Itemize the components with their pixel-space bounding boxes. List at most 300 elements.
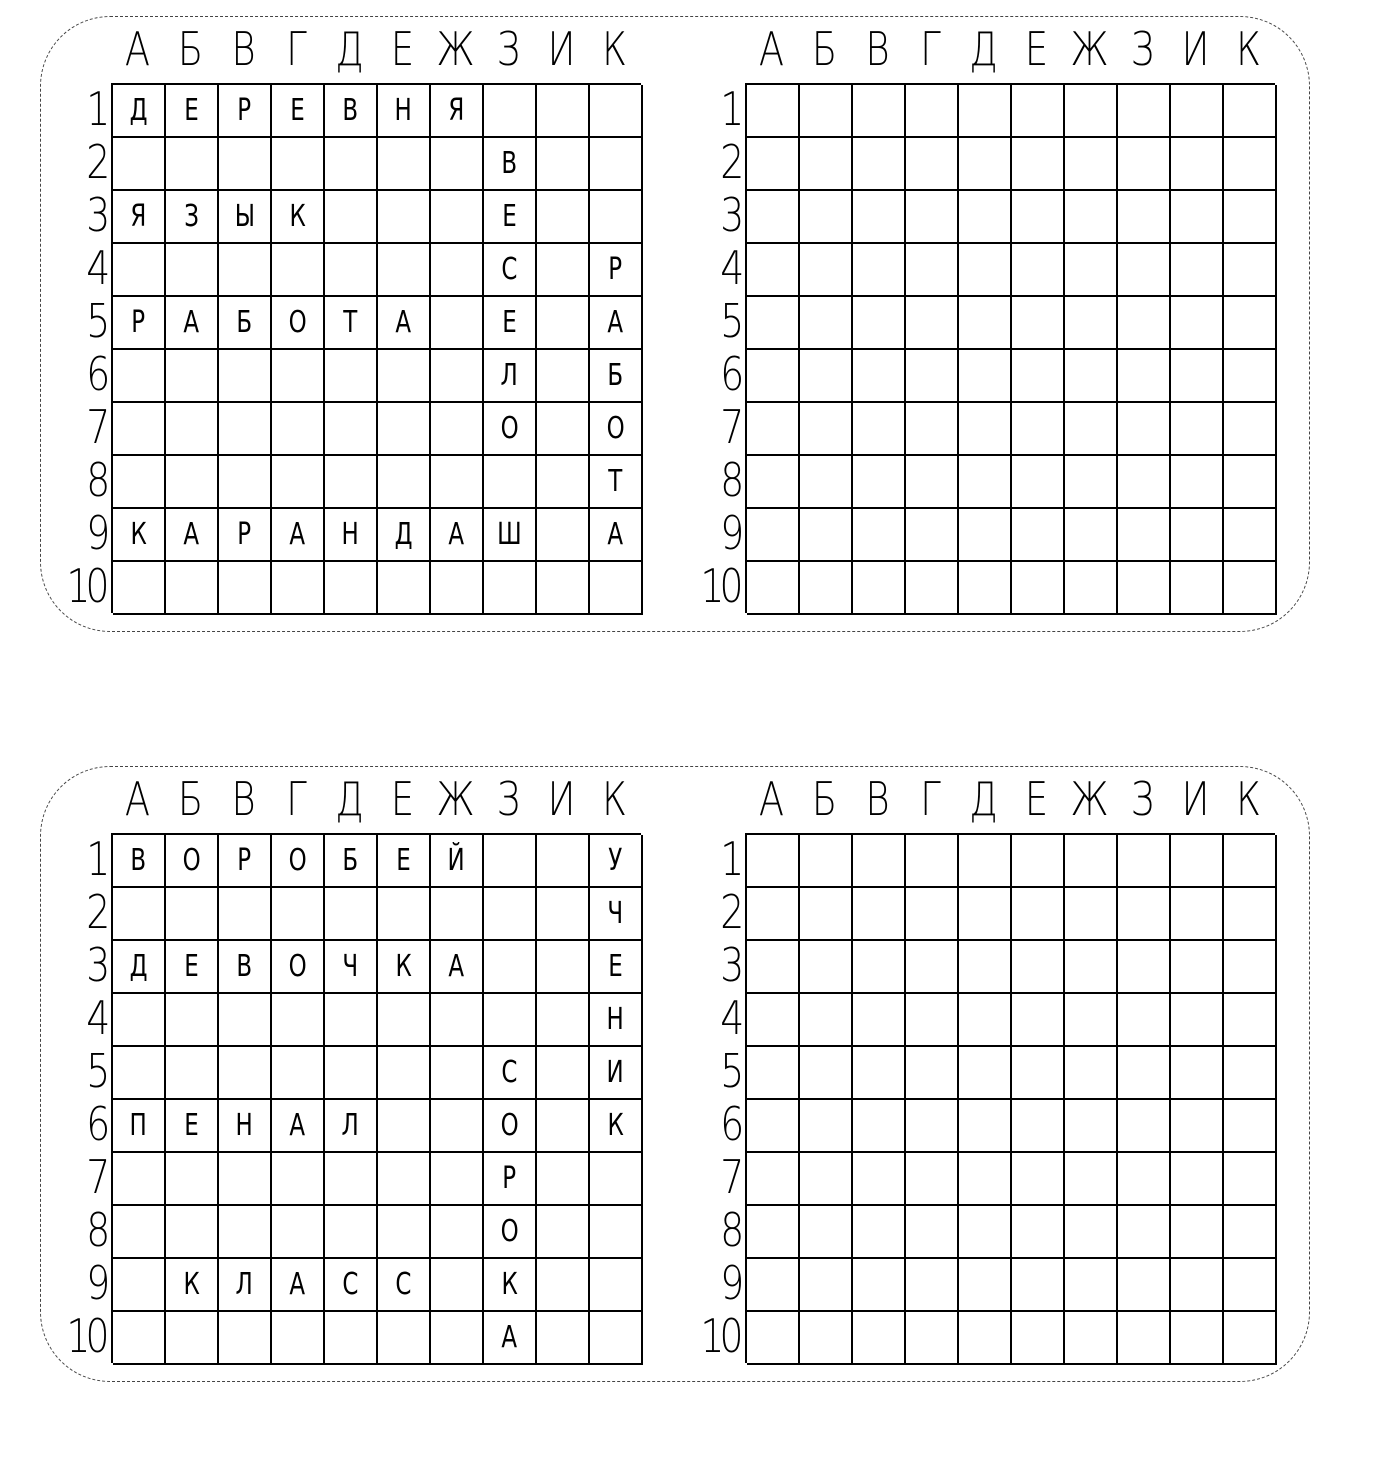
grid-cell[interactable]	[747, 835, 800, 888]
grid-cell[interactable]	[959, 1206, 1012, 1259]
grid-cell[interactable]	[1118, 456, 1171, 509]
grid-cell[interactable]	[747, 350, 800, 403]
grid-cell[interactable]	[1171, 835, 1224, 888]
grid-cell[interactable]	[906, 888, 959, 941]
grid-cell[interactable]	[1224, 1312, 1277, 1365]
grid-cell	[590, 244, 643, 297]
grid-cell[interactable]	[1118, 1153, 1171, 1206]
grid-cell	[272, 1100, 325, 1153]
column-label: К	[1236, 22, 1261, 76]
grid-cell[interactable]	[1065, 456, 1118, 509]
grid-cell[interactable]	[800, 1312, 853, 1365]
grid-cell	[272, 1153, 325, 1206]
grid-cell[interactable]	[959, 350, 1012, 403]
grid-cell[interactable]	[1065, 1312, 1118, 1365]
grid-cell[interactable]	[959, 888, 1012, 941]
grid-cell[interactable]	[1171, 244, 1224, 297]
grid-cell[interactable]	[1118, 350, 1171, 403]
cell-letter: К	[501, 1267, 518, 1302]
grid-cell[interactable]	[800, 1153, 853, 1206]
grid-cell[interactable]	[1224, 1259, 1277, 1312]
grid-cell	[484, 456, 537, 509]
grid-cell[interactable]	[1065, 509, 1118, 562]
grid-cell	[484, 1100, 537, 1153]
grid-cell[interactable]	[959, 1312, 1012, 1365]
grid-cell[interactable]	[747, 297, 800, 350]
grid-cell	[272, 244, 325, 297]
grid-cell	[166, 244, 219, 297]
grid-cell	[484, 1312, 537, 1365]
grid-cell[interactable]	[853, 509, 906, 562]
grid-cell[interactable]	[1065, 244, 1118, 297]
grid-cell[interactable]	[800, 138, 853, 191]
grid-cell[interactable]	[906, 509, 959, 562]
grid-cell[interactable]	[1224, 888, 1277, 941]
grid-cell	[590, 138, 643, 191]
grid-cell[interactable]	[800, 350, 853, 403]
grid-cell[interactable]	[1171, 138, 1224, 191]
grid-cell[interactable]	[800, 456, 853, 509]
grid-cell[interactable]	[1224, 297, 1277, 350]
grid-cell[interactable]	[1065, 138, 1118, 191]
cell-letter: К	[183, 1267, 200, 1302]
grid-cell[interactable]	[1118, 191, 1171, 244]
grid-cell[interactable]	[1118, 509, 1171, 562]
grid-cell[interactable]	[1171, 191, 1224, 244]
grid-cell[interactable]	[747, 244, 800, 297]
grid-cell	[590, 1312, 643, 1365]
grid-cell	[219, 350, 272, 403]
grid-cell[interactable]	[906, 244, 959, 297]
grid-cell	[431, 1047, 484, 1100]
grid-cell[interactable]	[1012, 1100, 1065, 1153]
grid-cell[interactable]	[959, 835, 1012, 888]
cell-letter: Т	[608, 464, 623, 499]
cell-letter: Ш	[497, 517, 522, 552]
row-number: 4	[719, 991, 739, 1045]
row-label	[41, 1257, 105, 1310]
row-number: 4	[719, 241, 739, 295]
grid-cell[interactable]	[1118, 941, 1171, 994]
row-labels	[679, 83, 743, 613]
grid-cell[interactable]	[906, 994, 959, 1047]
column-label: Е	[1024, 772, 1049, 826]
grid-cell	[431, 835, 484, 888]
grid-cell[interactable]	[1171, 509, 1224, 562]
grid-cell	[431, 1206, 484, 1259]
grid-cell[interactable]	[1171, 456, 1224, 509]
column-label: И	[1181, 772, 1210, 826]
grid-cell[interactable]	[800, 1100, 853, 1153]
grid-cell[interactable]	[800, 1259, 853, 1312]
grid-cell[interactable]	[1224, 941, 1277, 994]
grid-cell[interactable]	[747, 85, 800, 138]
grid-cell	[272, 456, 325, 509]
grid-cell[interactable]	[959, 85, 1012, 138]
grid-cell[interactable]	[1224, 1100, 1277, 1153]
grid-cell[interactable]	[1065, 1153, 1118, 1206]
grid-cell[interactable]	[747, 191, 800, 244]
cell-letter: К	[395, 949, 412, 984]
column-label: К	[602, 772, 627, 826]
grid-cell[interactable]	[1224, 85, 1277, 138]
grid-cell[interactable]	[1224, 509, 1277, 562]
row-number: 5	[85, 1044, 105, 1098]
grid-cell[interactable]	[1224, 835, 1277, 888]
grid-cell[interactable]	[1118, 138, 1171, 191]
row-label	[41, 1151, 105, 1204]
grid-cell[interactable]	[800, 888, 853, 941]
grid-cell[interactable]	[853, 297, 906, 350]
cell-letter: Р	[608, 252, 623, 287]
grid-cell[interactable]	[906, 456, 959, 509]
puzzle-card-2	[40, 766, 1310, 1382]
grid-cell[interactable]	[1224, 403, 1277, 456]
grid-cell[interactable]	[747, 509, 800, 562]
cell-letter: Е	[502, 199, 517, 234]
grid-cell[interactable]	[747, 941, 800, 994]
grid-cell[interactable]	[1012, 138, 1065, 191]
grid-cell[interactable]	[906, 1259, 959, 1312]
grid-cell	[272, 941, 325, 994]
grid-cell[interactable]	[906, 403, 959, 456]
grid-cell[interactable]	[906, 350, 959, 403]
grid-cell[interactable]	[747, 994, 800, 1047]
grid-cell[interactable]	[1118, 1206, 1171, 1259]
grid-cell[interactable]	[747, 1047, 800, 1100]
grid-cell[interactable]	[1224, 456, 1277, 509]
grid-cell	[113, 562, 166, 615]
grid-cell[interactable]	[906, 85, 959, 138]
grid-cell	[113, 994, 166, 1047]
grid-cell[interactable]	[1012, 509, 1065, 562]
grid-cell[interactable]	[1171, 888, 1224, 941]
grid-cell[interactable]	[853, 191, 906, 244]
grid-cell	[537, 350, 590, 403]
row-number: 2	[719, 135, 739, 189]
grid-cell[interactable]	[1118, 297, 1171, 350]
cell-letter: Н	[394, 93, 413, 128]
grid-cell[interactable]	[1118, 1100, 1171, 1153]
grid-cell	[431, 138, 484, 191]
grid-cell[interactable]	[1012, 888, 1065, 941]
grid-cell[interactable]	[1224, 1047, 1277, 1100]
grid-cell[interactable]	[959, 509, 1012, 562]
cell-letter: А	[501, 1320, 518, 1355]
grid-cell[interactable]	[1171, 297, 1224, 350]
grid-cell[interactable]	[906, 138, 959, 191]
grid-cell	[484, 562, 537, 615]
cell-letter: В	[130, 843, 147, 878]
grid-cell[interactable]	[1012, 191, 1065, 244]
grid-cell[interactable]	[800, 941, 853, 994]
grid-cell[interactable]	[1012, 350, 1065, 403]
grid-cell[interactable]	[800, 994, 853, 1047]
grid-cell[interactable]	[1118, 85, 1171, 138]
grid-cell[interactable]	[1171, 85, 1224, 138]
grid	[111, 833, 641, 1363]
cell-letter: Л	[341, 1108, 360, 1143]
grid-cell[interactable]	[747, 1153, 800, 1206]
grid-cell[interactable]	[1065, 191, 1118, 244]
grid-cell[interactable]	[906, 1206, 959, 1259]
grid-cell	[484, 509, 537, 562]
grid-cell[interactable]	[906, 562, 959, 615]
grid-cell[interactable]	[1065, 85, 1118, 138]
grid-cell[interactable]	[1224, 350, 1277, 403]
grid-cell[interactable]	[1171, 994, 1224, 1047]
grid-cell[interactable]	[1065, 350, 1118, 403]
grid-cell[interactable]	[1224, 1153, 1277, 1206]
grid-cell	[484, 1259, 537, 1312]
grid-cell[interactable]	[1224, 1206, 1277, 1259]
column-labels	[745, 769, 1275, 829]
grid-cell[interactable]	[959, 1047, 1012, 1100]
grid-cell[interactable]	[800, 191, 853, 244]
grid-cell[interactable]	[1012, 85, 1065, 138]
grid-cell[interactable]	[853, 941, 906, 994]
grid-cell[interactable]	[1171, 941, 1224, 994]
grid-cell[interactable]	[853, 1047, 906, 1100]
grid-cell[interactable]	[800, 835, 853, 888]
grid-cell[interactable]	[959, 1100, 1012, 1153]
grid-cell[interactable]	[747, 888, 800, 941]
cell-letter: Р	[131, 305, 146, 340]
column-labels	[111, 769, 641, 829]
grid-cell[interactable]	[1012, 994, 1065, 1047]
grid-cell[interactable]	[1224, 994, 1277, 1047]
grid-cell	[484, 244, 537, 297]
column-label: Г	[286, 772, 307, 826]
grid-cell[interactable]	[1171, 1259, 1224, 1312]
grid-cell[interactable]	[853, 403, 906, 456]
grid-cell[interactable]	[853, 350, 906, 403]
grid-cell[interactable]	[853, 562, 906, 615]
grid-cell[interactable]	[1118, 888, 1171, 941]
grid-cell[interactable]	[1118, 403, 1171, 456]
grid-cell[interactable]	[1224, 244, 1277, 297]
grid-cell[interactable]	[1012, 1312, 1065, 1365]
cell-letter: Е	[184, 93, 199, 128]
grid-cell[interactable]	[747, 138, 800, 191]
grid-cell[interactable]	[1171, 562, 1224, 615]
grid-cell[interactable]	[1171, 1206, 1224, 1259]
grid-cell[interactable]	[1171, 350, 1224, 403]
cell-letter: К	[289, 199, 306, 234]
grid-cell[interactable]	[1012, 244, 1065, 297]
grid-cell	[219, 835, 272, 888]
grid-cell[interactable]	[1012, 562, 1065, 615]
row-number: 6	[85, 1097, 105, 1151]
grid-cell[interactable]	[1012, 1259, 1065, 1312]
grid-cell	[378, 888, 431, 941]
grid-cell	[166, 888, 219, 941]
grid-cell	[325, 1047, 378, 1100]
column-label: Ж	[1070, 772, 1109, 826]
grid-cell[interactable]	[959, 138, 1012, 191]
grid-cell[interactable]	[906, 1312, 959, 1365]
grid-cell	[113, 1259, 166, 1312]
grid-cell[interactable]	[800, 1047, 853, 1100]
grid-cell[interactable]	[853, 1259, 906, 1312]
grid-cell	[219, 994, 272, 1047]
grid-cell[interactable]	[959, 297, 1012, 350]
grid-cell[interactable]	[853, 835, 906, 888]
grid-cell[interactable]	[853, 888, 906, 941]
grid-cell[interactable]	[906, 941, 959, 994]
grid-cell[interactable]	[1012, 941, 1065, 994]
grid-cell[interactable]	[1171, 1312, 1224, 1365]
grid-cell	[378, 994, 431, 1047]
grid-cell[interactable]	[906, 191, 959, 244]
cell-letter: О	[500, 1108, 519, 1143]
grid-cell[interactable]	[747, 403, 800, 456]
grid-cell[interactable]	[747, 456, 800, 509]
grid-cell[interactable]	[1065, 1100, 1118, 1153]
grid-cell[interactable]	[1012, 403, 1065, 456]
grid-cell[interactable]	[1065, 835, 1118, 888]
grid-cell[interactable]	[853, 1153, 906, 1206]
grid-cell[interactable]	[1171, 1047, 1224, 1100]
grid-cell[interactable]	[1065, 1047, 1118, 1100]
grid-cell[interactable]	[800, 85, 853, 138]
grid-cell[interactable]	[1224, 191, 1277, 244]
grid-cell	[219, 191, 272, 244]
grid-cell[interactable]	[1065, 1259, 1118, 1312]
grid-cell[interactable]	[747, 562, 800, 615]
grid-cell	[484, 994, 537, 1047]
grid-cell[interactable]	[1012, 1047, 1065, 1100]
cell-letter: Н	[341, 517, 360, 552]
grid-cell[interactable]	[747, 1259, 800, 1312]
grid-cell[interactable]	[800, 562, 853, 615]
grid-cell[interactable]	[853, 1100, 906, 1153]
grid-cell[interactable]	[1224, 562, 1277, 615]
grid-cell[interactable]	[853, 1312, 906, 1365]
grid-cell[interactable]	[1118, 994, 1171, 1047]
row-number: 5	[719, 294, 739, 348]
grid-cell[interactable]	[1224, 138, 1277, 191]
grid-cell[interactable]	[1065, 994, 1118, 1047]
grid-cell[interactable]	[853, 1206, 906, 1259]
grid-cell[interactable]	[906, 1153, 959, 1206]
cell-letter: Б	[342, 843, 359, 878]
grid-cell[interactable]	[1012, 1206, 1065, 1259]
grid-cell	[113, 1206, 166, 1259]
grid-cell	[325, 350, 378, 403]
grid-cell[interactable]	[800, 244, 853, 297]
grid-cell[interactable]	[959, 941, 1012, 994]
grid-cell[interactable]	[959, 191, 1012, 244]
column-label: Г	[920, 22, 941, 76]
grid-cell[interactable]	[1012, 456, 1065, 509]
grid-cell[interactable]	[853, 994, 906, 1047]
grid-cell[interactable]	[1118, 1047, 1171, 1100]
cell-letter: О	[182, 843, 201, 878]
grid-cell[interactable]	[747, 1206, 800, 1259]
grid-cell	[219, 562, 272, 615]
grid-cell[interactable]	[853, 244, 906, 297]
grid-cell[interactable]	[1065, 1206, 1118, 1259]
grid-cell	[378, 350, 431, 403]
grid-cell	[219, 941, 272, 994]
grid-cell[interactable]	[800, 1206, 853, 1259]
grid-cell[interactable]	[1065, 888, 1118, 941]
grid-cell	[537, 1153, 590, 1206]
grid-cell[interactable]	[1171, 1153, 1224, 1206]
cell-letter: Е	[608, 949, 623, 984]
grid-cell[interactable]	[800, 403, 853, 456]
grid-cell[interactable]	[906, 297, 959, 350]
grid-cell	[431, 994, 484, 1047]
grid-cell[interactable]	[1012, 297, 1065, 350]
grid-cell[interactable]	[853, 85, 906, 138]
grid-cell[interactable]	[747, 1100, 800, 1153]
grid-cell[interactable]	[1065, 941, 1118, 994]
row-label	[41, 401, 105, 454]
grid-cell[interactable]	[906, 1100, 959, 1153]
grid-cell	[219, 888, 272, 941]
grid-cell[interactable]	[1118, 244, 1171, 297]
cell-letter: Д	[129, 949, 148, 984]
grid-cell	[378, 835, 431, 888]
grid-cell[interactable]	[906, 835, 959, 888]
grid-cell[interactable]	[800, 509, 853, 562]
grid-cell[interactable]	[747, 1312, 800, 1365]
grid-cell[interactable]	[959, 994, 1012, 1047]
grid-cell[interactable]	[959, 1153, 1012, 1206]
grid-cell[interactable]	[853, 138, 906, 191]
grid-cell[interactable]	[959, 403, 1012, 456]
grid-cell[interactable]	[959, 244, 1012, 297]
cell-letter: С	[501, 252, 518, 287]
grid-cell[interactable]	[1118, 562, 1171, 615]
column-label: А	[758, 772, 785, 826]
grid-cell[interactable]	[906, 1047, 959, 1100]
grid-cell[interactable]	[959, 562, 1012, 615]
grid-cell	[484, 138, 537, 191]
grid-cell	[590, 509, 643, 562]
grid-cell[interactable]	[959, 1259, 1012, 1312]
grid-cell	[378, 1206, 431, 1259]
grid-cell[interactable]	[1065, 297, 1118, 350]
grid-cell[interactable]	[1065, 403, 1118, 456]
grid-cell[interactable]	[1012, 835, 1065, 888]
grid-cell[interactable]	[1118, 1312, 1171, 1365]
grid-cell[interactable]	[1012, 1153, 1065, 1206]
grid-cell	[537, 1100, 590, 1153]
grid-cell[interactable]	[1065, 562, 1118, 615]
cell-letter: А	[395, 305, 412, 340]
grid-cell[interactable]	[1118, 835, 1171, 888]
grid-cell[interactable]	[800, 297, 853, 350]
grid-cell	[325, 994, 378, 1047]
grid-cell	[325, 244, 378, 297]
grid-cell	[537, 888, 590, 941]
row-label	[675, 348, 739, 401]
grid-cell[interactable]	[1171, 403, 1224, 456]
grid-cell[interactable]	[959, 456, 1012, 509]
row-label	[675, 560, 739, 613]
filled-board-1	[45, 19, 645, 619]
grid-cell	[431, 297, 484, 350]
row-number: 8	[719, 1203, 739, 1257]
grid-cell	[537, 456, 590, 509]
row-label	[675, 83, 739, 136]
grid-cell[interactable]	[1118, 1259, 1171, 1312]
grid-cell[interactable]	[1171, 1100, 1224, 1153]
grid-cell[interactable]	[853, 456, 906, 509]
